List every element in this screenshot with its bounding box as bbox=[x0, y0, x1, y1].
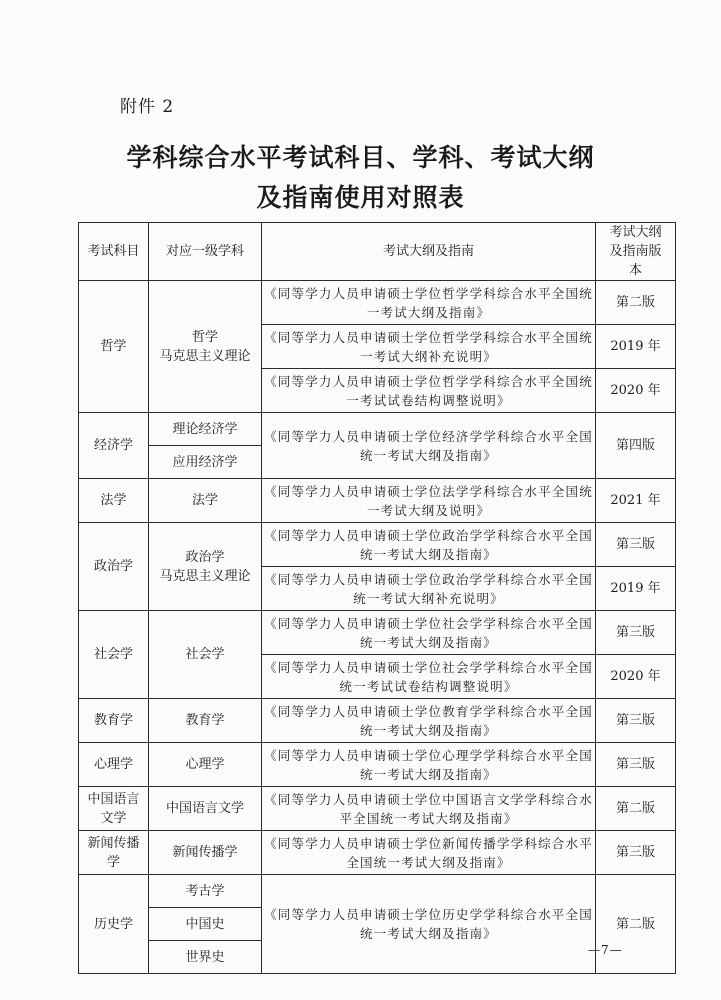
version-cell: 2021 年 bbox=[596, 479, 676, 523]
version-cell: 第二版 bbox=[596, 787, 676, 831]
table-header-row bbox=[79, 223, 676, 281]
attachment-label: 附件 2 bbox=[120, 97, 175, 117]
table-row bbox=[79, 523, 676, 567]
exam-subject-cell: 哲学 bbox=[79, 281, 149, 413]
version-cell: 第三版 bbox=[596, 523, 676, 567]
version-cell: 第四版 bbox=[596, 413, 676, 479]
guide-cell: 《同等学力人员申请硕士学位中国语言文学学科综合水平全国统一考试大纲及指南》 bbox=[262, 787, 596, 831]
table-row bbox=[79, 699, 676, 743]
version-cell: 第三版 bbox=[596, 611, 676, 655]
guide-cell: 《同等学力人员申请硕士学位教育学学科综合水平全国统一考试大纲及指南》 bbox=[262, 699, 596, 743]
exam-subject-cell: 教育学 bbox=[79, 699, 149, 743]
exam-subject-cell: 社会学 bbox=[79, 611, 149, 699]
table-row bbox=[79, 479, 676, 523]
guide-cell: 《同等学力人员申请硕士学位经济学学科综合水平全国统一考试大纲及指南》 bbox=[262, 413, 596, 479]
discipline-cell: 应用经济学 bbox=[149, 446, 262, 479]
discipline-cell: 世界史 bbox=[149, 941, 262, 974]
comparison-table bbox=[78, 222, 676, 974]
guide-cell: 《同等学力人员申请硕士学位心理学学科综合水平全国统一考试大纲及指南》 bbox=[262, 743, 596, 787]
version-cell: 第三版 bbox=[596, 699, 676, 743]
version-cell: 第三版 bbox=[596, 831, 676, 875]
guide-cell: 《同等学力人员申请硕士学位新闻传播学学科综合水平全国统一考试大纲及指南》 bbox=[262, 831, 596, 875]
exam-subject-cell: 经济学 bbox=[79, 413, 149, 479]
header-guide: 考试大纲及指南 bbox=[262, 223, 596, 281]
guide-cell: 《同等学力人员申请硕士学位哲学学科综合水平全国统一考试大纲及指南》 bbox=[262, 281, 596, 325]
version-cell: 2019 年 bbox=[596, 567, 676, 611]
discipline-cell: 教育学 bbox=[149, 699, 262, 743]
discipline-cell: 法学 bbox=[149, 479, 262, 523]
discipline-cell: 中国语言文学 bbox=[149, 787, 262, 831]
exam-subject-cell: 政治学 bbox=[79, 523, 149, 611]
discipline-cell: 政治学 马克思主义理论 bbox=[149, 523, 262, 611]
version-cell: 第二版 bbox=[596, 875, 676, 974]
table-row bbox=[79, 413, 676, 446]
discipline-cell: 理论经济学 bbox=[149, 413, 262, 446]
discipline-cell: 新闻传播学 bbox=[149, 831, 262, 875]
header-exam-subject: 考试科目 bbox=[79, 223, 149, 281]
version-cell: 第三版 bbox=[596, 743, 676, 787]
guide-cell: 《同等学力人员申请硕士学位社会学学科综合水平全国统一考试试卷结构调整说明》 bbox=[262, 655, 596, 699]
discipline-cell: 社会学 bbox=[149, 611, 262, 699]
guide-cell: 《同等学力人员申请硕士学位哲学学科综合水平全国统一考试试卷结构调整说明》 bbox=[262, 369, 596, 413]
version-cell: 2020 年 bbox=[596, 655, 676, 699]
guide-cell: 《同等学力人员申请硕士学位政治学学科综合水平全国统一考试大纲及指南》 bbox=[262, 523, 596, 567]
guide-cell: 《同等学力人员申请硕士学位法学学科综合水平全国统一考试大纲及说明》 bbox=[262, 479, 596, 523]
table-row bbox=[79, 831, 676, 875]
guide-cell: 《同等学力人员申请硕士学位政治学学科综合水平全国统一考试大纲补充说明》 bbox=[262, 567, 596, 611]
page-title-line-1: 学科综合水平考试科目、学科、考试大纲 bbox=[126, 143, 595, 172]
table-body bbox=[79, 281, 676, 974]
exam-subject-cell: 新闻传播学 bbox=[79, 831, 149, 875]
table-row bbox=[79, 743, 676, 787]
guide-cell: 《同等学力人员申请硕士学位历史学学科综合水平全国统一考试大纲及指南》 bbox=[262, 875, 596, 974]
version-cell: 第二版 bbox=[596, 281, 676, 325]
exam-subject-cell: 心理学 bbox=[79, 743, 149, 787]
discipline-cell: 考古学 bbox=[149, 875, 262, 908]
exam-subject-cell: 中国语言文学 bbox=[79, 787, 149, 831]
version-cell: 2020 年 bbox=[596, 369, 676, 413]
version-cell: 2019 年 bbox=[596, 325, 676, 369]
discipline-cell: 中国史 bbox=[149, 908, 262, 941]
table-row bbox=[79, 281, 676, 325]
header-discipline: 对应一级学科 bbox=[149, 223, 262, 281]
discipline-cell: 哲学 马克思主义理论 bbox=[149, 281, 262, 413]
table-row bbox=[79, 611, 676, 655]
table-row bbox=[79, 875, 676, 908]
guide-cell: 《同等学力人员申请硕士学位哲学学科综合水平全国统一考试大纲补充说明》 bbox=[262, 325, 596, 369]
discipline-cell: 心理学 bbox=[149, 743, 262, 787]
exam-subject-cell: 法学 bbox=[79, 479, 149, 523]
table-row bbox=[79, 787, 676, 831]
page-number: —7— bbox=[588, 943, 623, 957]
page-title-line-2: 及指南使用对照表 bbox=[256, 183, 465, 212]
header-version: 考试大纲及指南版本 bbox=[596, 223, 676, 281]
guide-cell: 《同等学力人员申请硕士学位社会学学科综合水平全国统一考试大纲及指南》 bbox=[262, 611, 596, 655]
exam-subject-cell: 历史学 bbox=[79, 875, 149, 974]
